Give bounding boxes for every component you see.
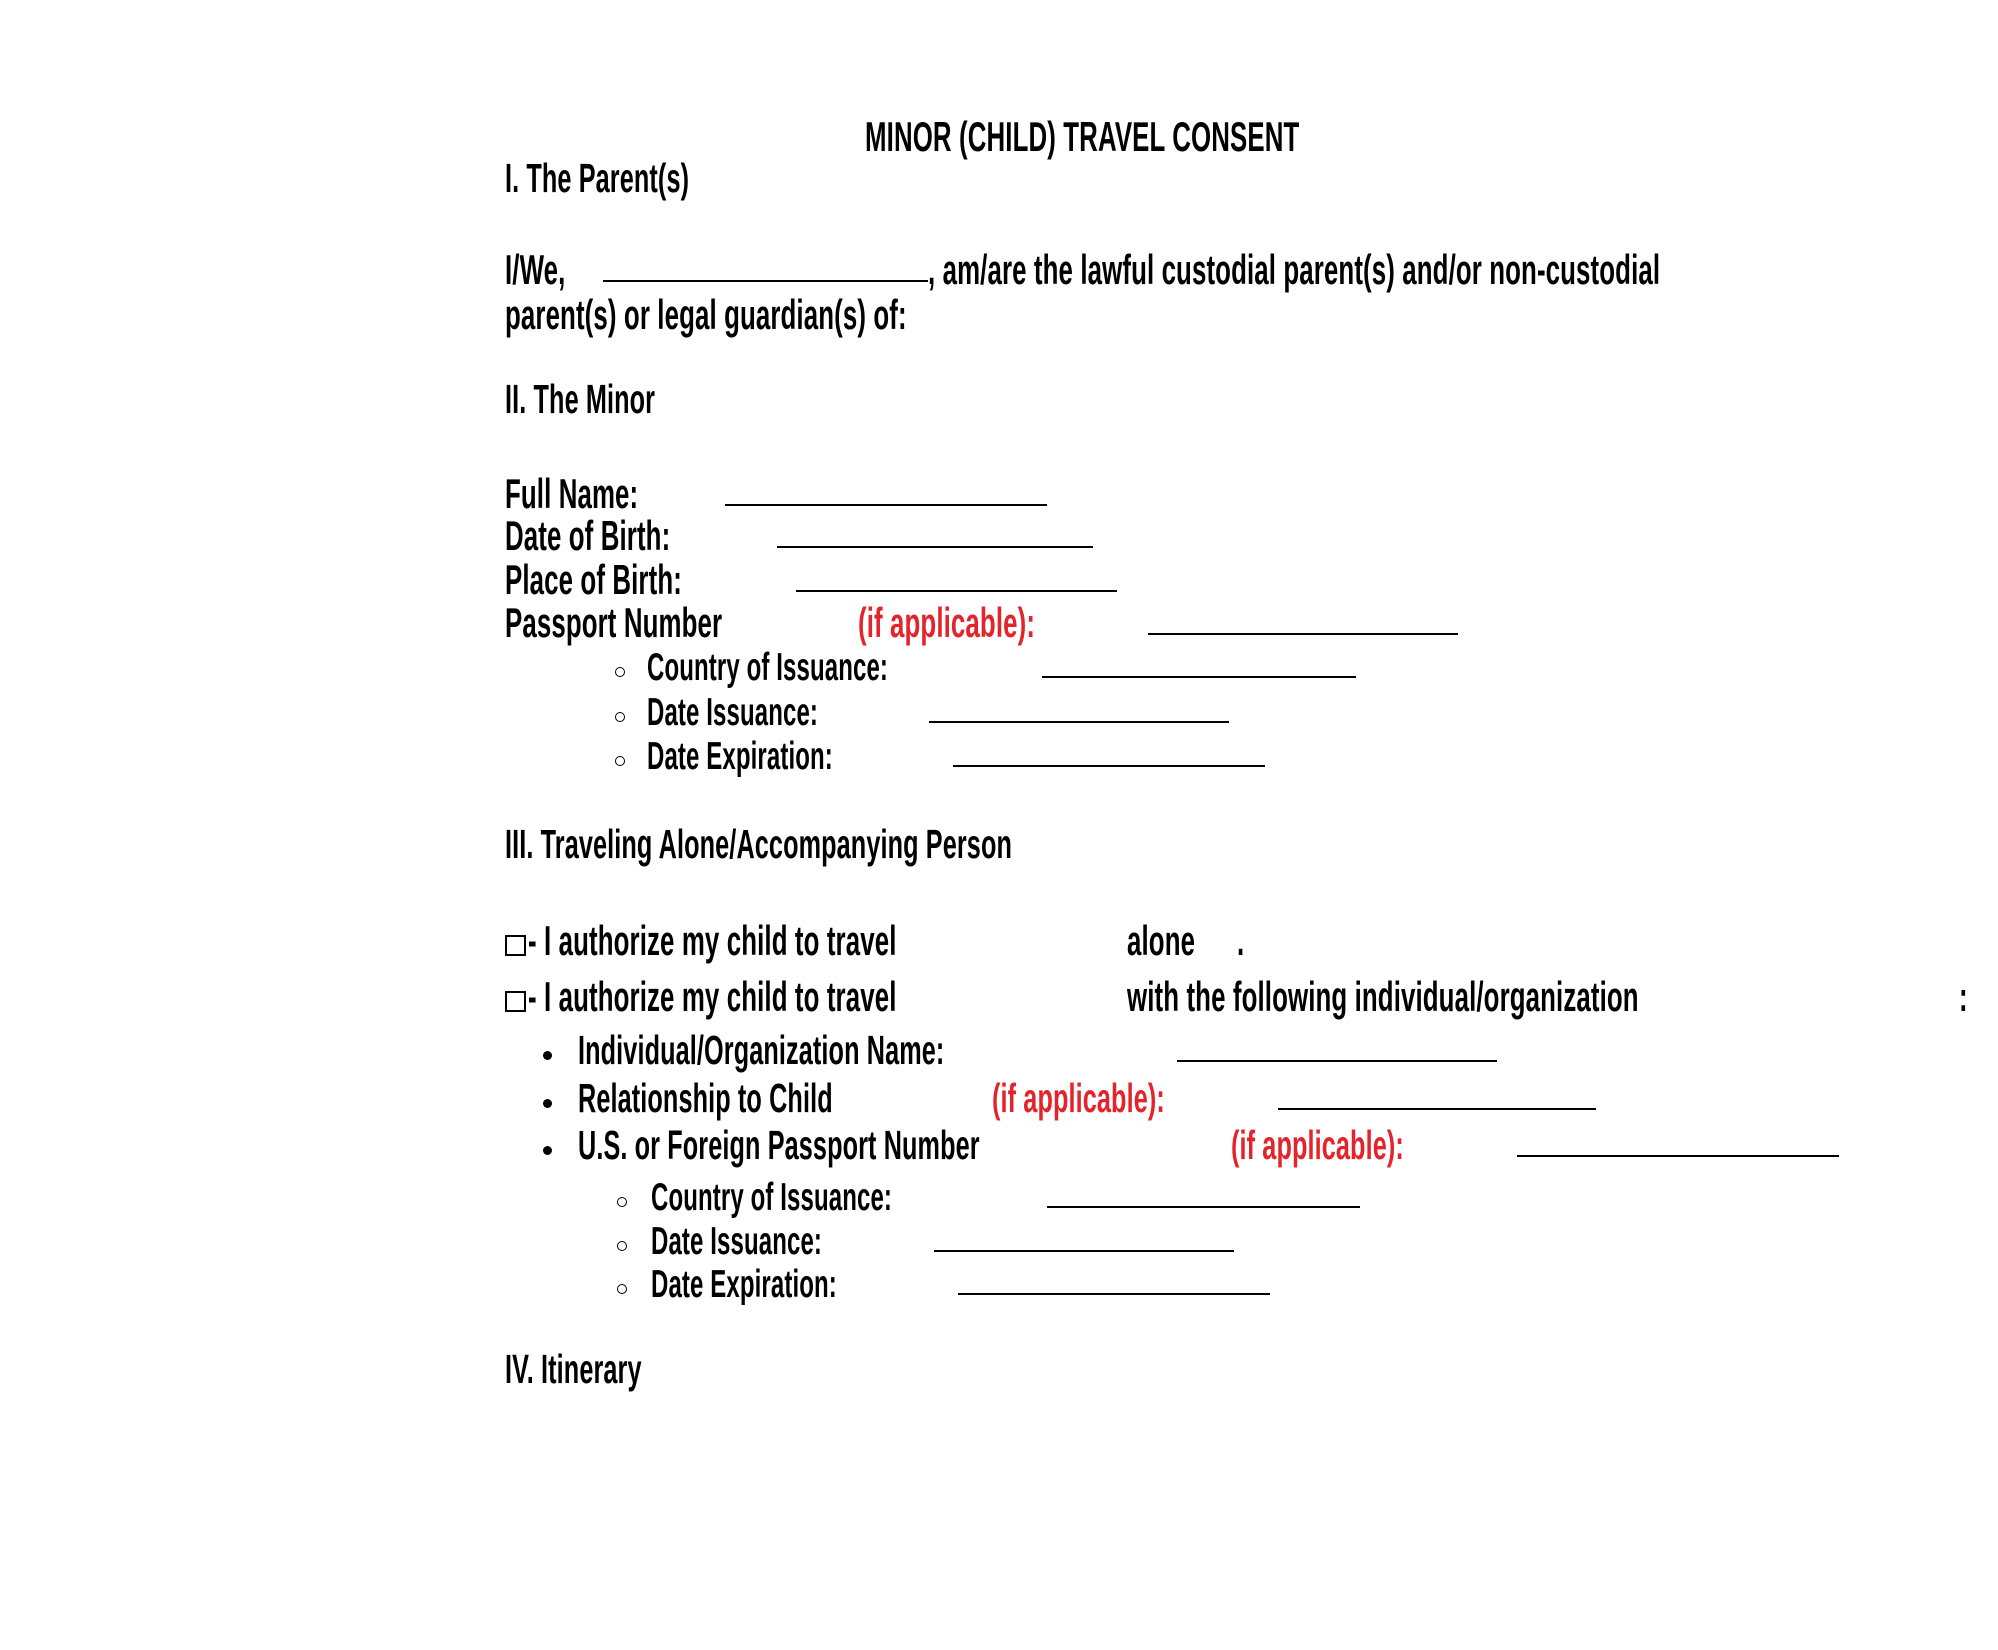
bullet-relationship-to-child-blank[interactable] <box>1278 1108 1596 1110</box>
checkbox-row-with-individual[interactable] <box>505 973 1973 1020</box>
section-heading-traveling-text: III. Traveling Alone/Accompanying Person <box>504 821 1012 867</box>
subfield-date-expiration-accompanying <box>617 1265 1270 1304</box>
field-passport-number-note: (if applicable): <box>857 599 1035 646</box>
field-full-name-label: Full Name: <box>504 470 638 517</box>
subfield-country-of-issuance-accompanying <box>617 1178 1361 1217</box>
subfield-date-issuance-accompanying <box>617 1222 1234 1261</box>
subfield-country-of-issuance-minor-blank[interactable] <box>1042 676 1356 678</box>
subfield-country-of-issuance-accompanying-blank[interactable] <box>1047 1206 1360 1208</box>
subfield-date-expiration-minor <box>615 737 1265 776</box>
bullet-relationship-to-child-note: (if applicable): <box>991 1075 1165 1121</box>
field-passport-number-label: Passport Number <box>504 599 722 646</box>
subfield-country-of-issuance-minor-label: Country of Issuance: <box>646 646 888 689</box>
bullet-individual-organization-name-blank[interactable] <box>1177 1060 1497 1062</box>
section-heading-itinerary <box>504 1346 727 1392</box>
parents-intro-line-1 <box>504 246 1998 293</box>
bullet-individual-organization-name <box>543 1027 1498 1073</box>
subfield-date-expiration-accompanying-blank[interactable] <box>958 1293 1270 1295</box>
subfield-date-issuance-minor-label: Date Issuance: <box>646 691 818 734</box>
field-date-of-birth-blank[interactable] <box>777 546 1093 548</box>
parents-intro-middle: , am/are the lawful custodial parent(s) and/or non-custodial <box>927 246 1660 293</box>
field-date-of-birth <box>504 512 1094 559</box>
field-full-name-blank[interactable] <box>725 504 1047 506</box>
bullet-foreign-passport-number-label: U.S. or Foreign Passport Number <box>577 1122 980 1168</box>
section-heading-parents <box>504 155 804 201</box>
checkbox-travel-with-individual-bold: with the following individual/organization <box>1126 973 1639 1020</box>
filled-bullet-icon <box>543 1099 552 1108</box>
field-place-of-birth-blank[interactable] <box>796 590 1117 592</box>
checkbox-row-alone[interactable] <box>505 917 1250 964</box>
filled-bullet-icon <box>543 1051 552 1060</box>
section-heading-minor-text: II. The Minor <box>504 376 655 422</box>
hollow-bullet-icon <box>615 712 625 722</box>
section-heading-parents-text: I. The Parent(s) <box>504 155 689 201</box>
parents-intro-line2-text: parent(s) or legal guardian(s) of: <box>504 291 907 338</box>
subfield-date-issuance-accompanying-label: Date Issuance: <box>650 1220 822 1263</box>
page-title <box>864 113 1571 160</box>
field-place-of-birth-label: Place of Birth: <box>504 556 682 603</box>
section-heading-itinerary-text: IV. Itinerary <box>504 1346 642 1392</box>
subfield-date-expiration-minor-blank[interactable] <box>953 765 1265 767</box>
checkbox-travel-with-individual-prefix: - I authorize my child to travel <box>527 973 897 1020</box>
filled-bullet-icon <box>543 1146 552 1155</box>
hollow-bullet-icon <box>617 1284 627 1294</box>
subfield-date-issuance-minor-blank[interactable] <box>929 721 1229 723</box>
hollow-bullet-icon <box>617 1197 627 1207</box>
checkbox-travel-alone-suffix: . <box>1237 917 1245 964</box>
bullet-individual-organization-name-label: Individual/Organization Name: <box>577 1027 944 1073</box>
subfield-date-issuance-minor <box>615 693 1229 732</box>
subfield-country-of-issuance-minor <box>615 648 1357 687</box>
subfield-country-of-issuance-accompanying-label: Country of Issuance: <box>650 1176 892 1219</box>
checkbox-travel-alone-bold: alone <box>1126 917 1195 964</box>
parents-intro-line-2 <box>504 291 1158 338</box>
document-page <box>362 0 1968 1650</box>
hollow-bullet-icon <box>617 1241 627 1251</box>
bullet-foreign-passport-number-note: (if applicable): <box>1230 1122 1404 1168</box>
section-heading-traveling <box>504 821 1329 867</box>
bullet-relationship-to-child <box>543 1075 1596 1121</box>
bullet-foreign-passport-number <box>543 1122 1839 1168</box>
parent-name-blank[interactable] <box>603 280 928 282</box>
parents-intro-prefix: I/We, <box>504 246 565 293</box>
field-place-of-birth <box>504 556 1118 603</box>
checkbox-travel-alone-prefix: - I authorize my child to travel <box>527 917 897 964</box>
hollow-bullet-icon <box>615 667 625 677</box>
bullet-foreign-passport-number-blank[interactable] <box>1517 1155 1839 1157</box>
hollow-bullet-icon <box>615 756 625 766</box>
section-heading-minor <box>504 376 749 422</box>
checkbox-travel-with-individual[interactable] <box>505 991 526 1012</box>
subfield-date-issuance-accompanying-blank[interactable] <box>934 1250 1234 1252</box>
page-title-text: MINOR (CHILD) TRAVEL CONSENT <box>864 113 1299 160</box>
bullet-relationship-to-child-label: Relationship to Child <box>577 1075 833 1121</box>
checkbox-travel-alone[interactable] <box>505 935 526 956</box>
subfield-date-expiration-minor-label: Date Expiration: <box>646 735 833 778</box>
field-full-name <box>504 470 1048 517</box>
field-passport-number <box>504 599 1459 646</box>
field-date-of-birth-label: Date of Birth: <box>504 512 670 559</box>
checkbox-travel-with-individual-suffix: : <box>1958 973 1968 1020</box>
subfield-date-expiration-accompanying-label: Date Expiration: <box>650 1263 837 1306</box>
field-passport-number-blank[interactable] <box>1148 633 1458 635</box>
